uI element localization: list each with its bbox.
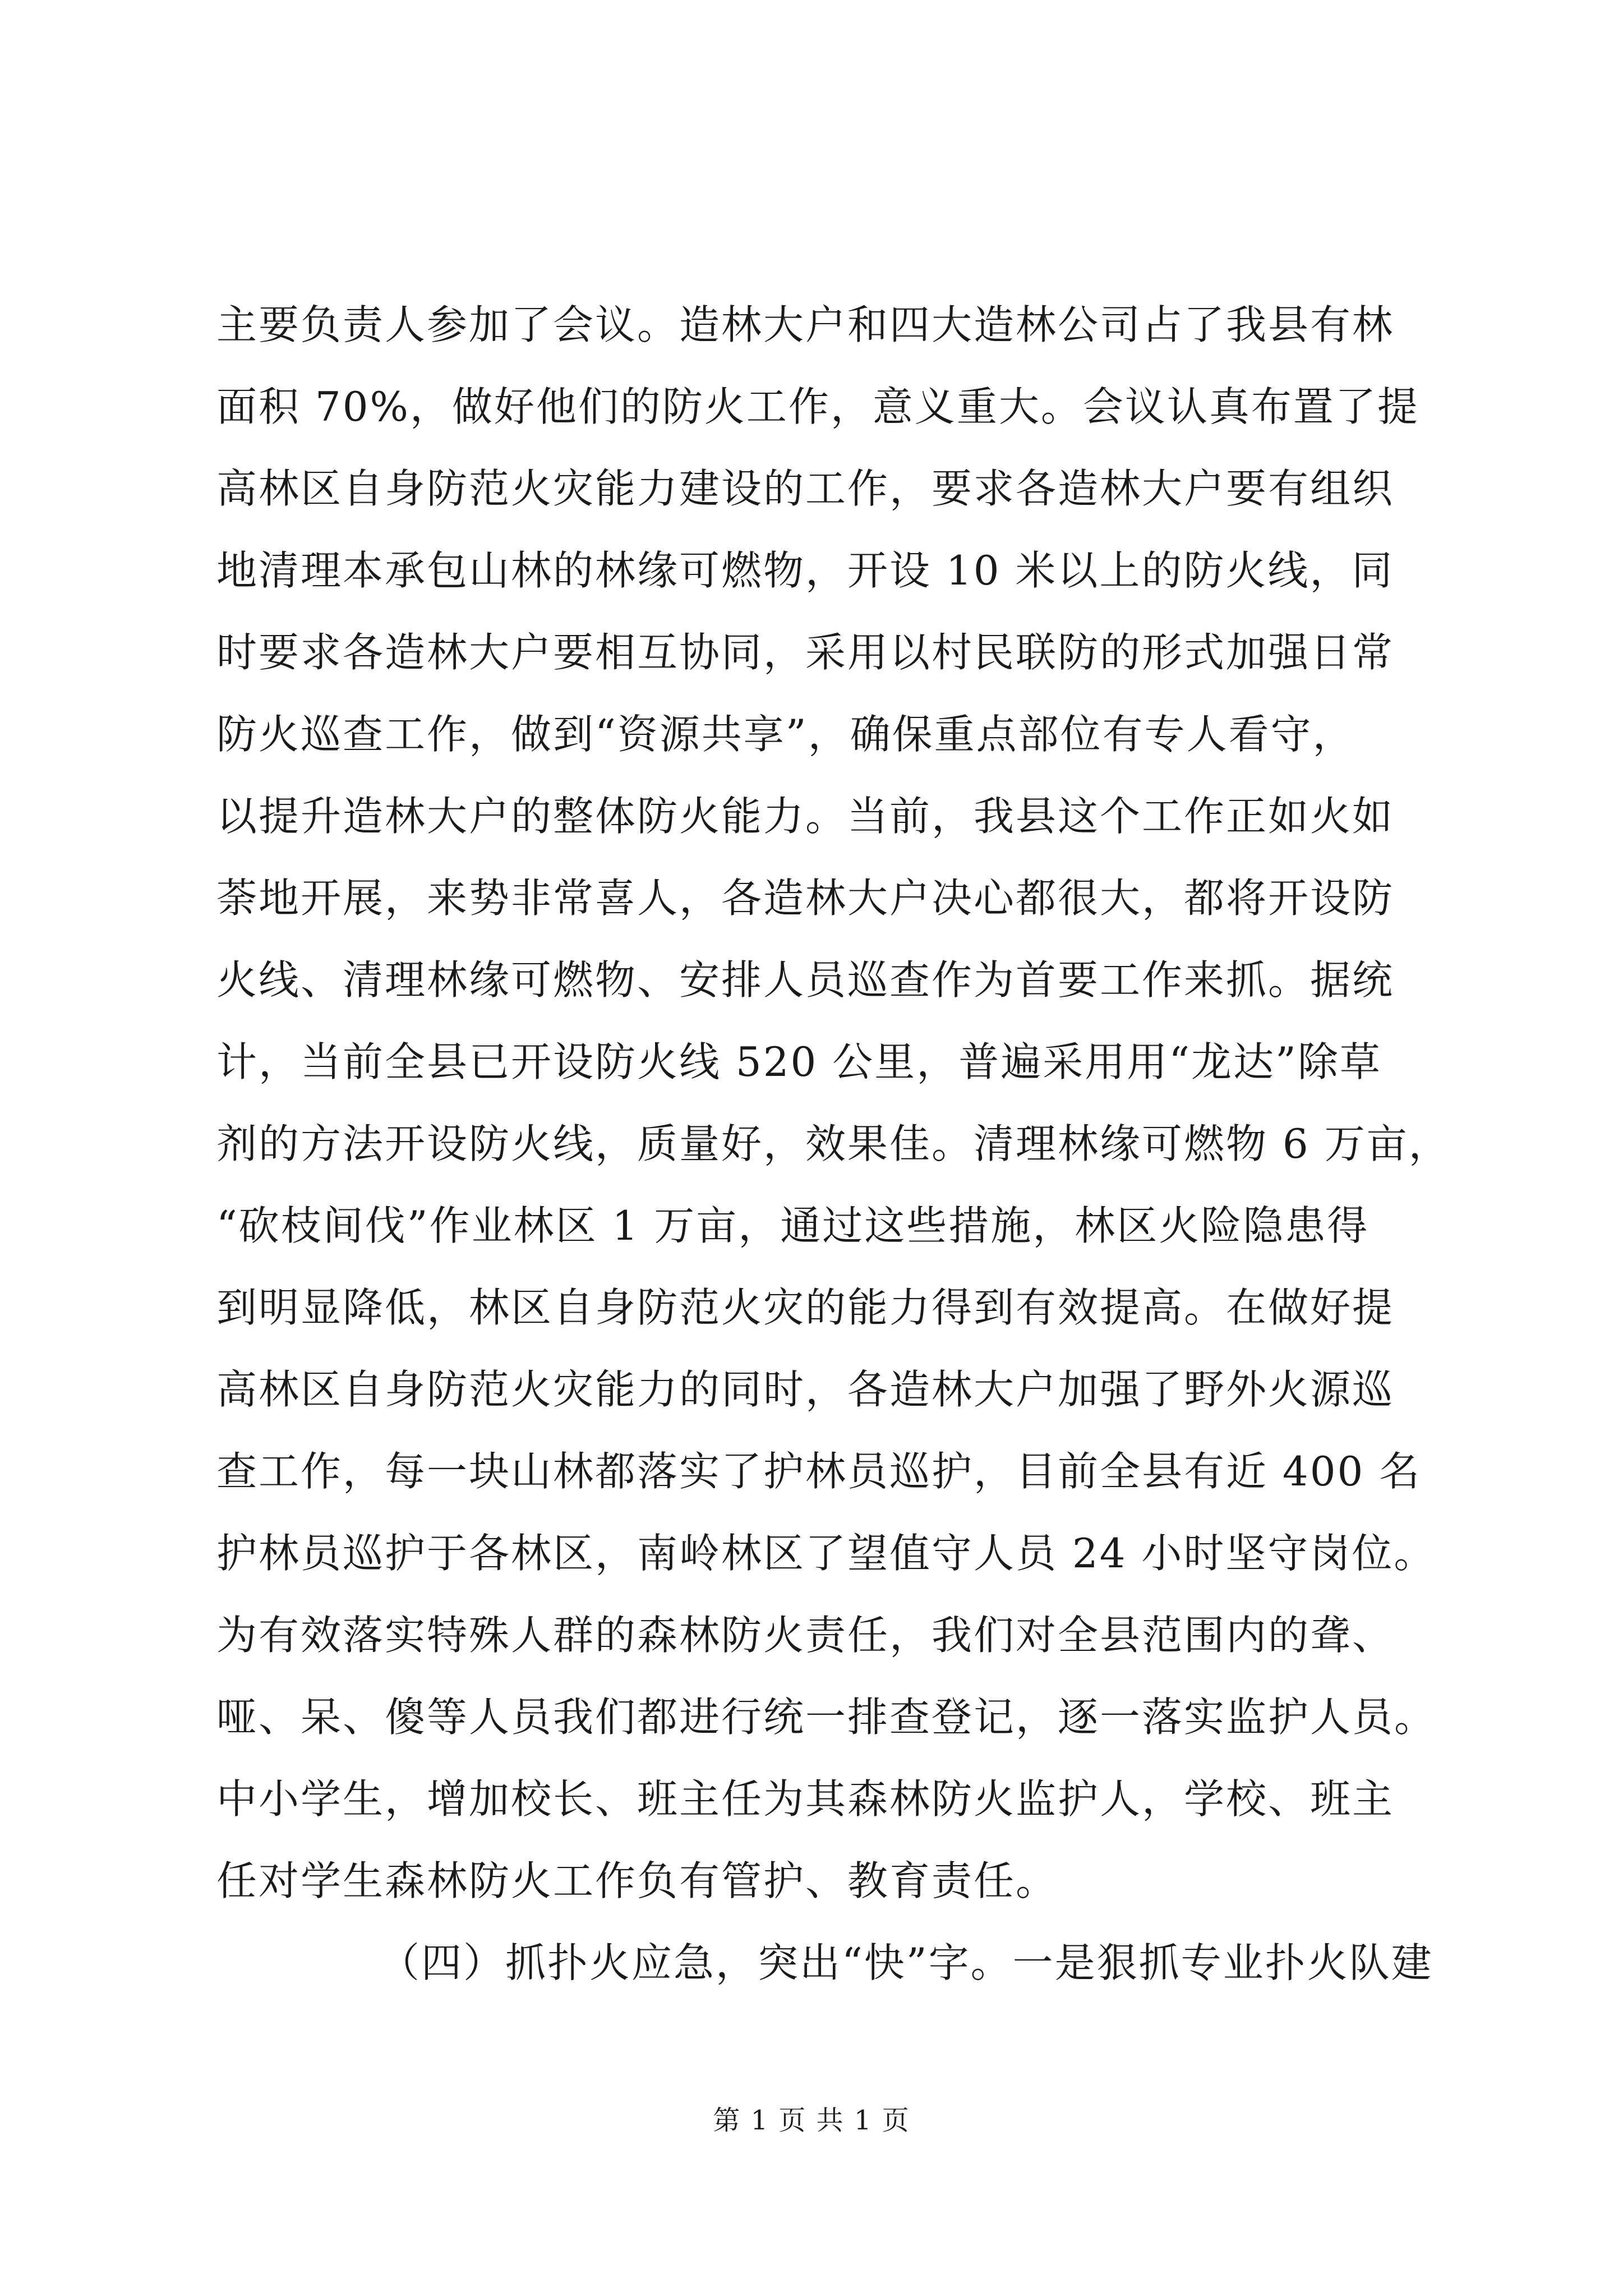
paragraph-line: 计，当前全县已开设防火线 520 公里，普遍采用用“龙达”除草 xyxy=(216,1038,1382,1085)
paragraph-line: 剂的方法开设防火线，质量好，效果佳。清理林缘可燃物 6 万亩， xyxy=(216,1120,1451,1167)
paragraph-line: 时要求各造林大户要相互协同，采用以村民联防的形式加强日常 xyxy=(216,629,1395,676)
paragraph-line: 查工作，每一块山林都落实了护林员巡护，目前全县有近 400 名 xyxy=(216,1448,1422,1495)
paragraph-line: “砍枝间伐”作业林区 1 万亩，通过这些措施，林区火险隐患得 xyxy=(216,1202,1370,1249)
paragraph-line: 为有效落实特殊人群的森林防火责任，我们对全县范围内的聋、 xyxy=(216,1612,1395,1659)
section-heading-line: （四）抓扑火应急，突出“快”字。一是狠抓专业扑火队建 xyxy=(379,1939,1433,1986)
paragraph-line: 防火巡查工作，做到“资源共享”，确保重点部位有专人看守， xyxy=(216,711,1355,758)
paragraph-line: 任对学生森林防火工作负有管护、教育责任。 xyxy=(216,1857,1058,1904)
paragraph-line: 护林员巡护于各林区，南岭林区了望值守人员 24 小时坚守岗位。 xyxy=(216,1530,1436,1577)
paragraph-line: 地清理本承包山林的林缘可燃物，开设 10 米以上的防火线，同 xyxy=(216,547,1394,594)
paragraph-line: 以提升造林大户的整体防火能力。当前，我县这个工作正如火如 xyxy=(216,793,1395,840)
paragraph-line: 面积 70%，做好他们的防火工作，意义重大。会议认真布置了提 xyxy=(216,383,1419,430)
paragraph-line: 到明显降低，林区自身防范火灾的能力得到有效提高。在做好提 xyxy=(216,1284,1395,1331)
paragraph-line: 主要负责人参加了会议。造林大户和四大造林公司占了我县有林 xyxy=(216,301,1395,348)
paragraph-line: 中小学生，增加校长、班主任为其森林防火监护人，学校、班主 xyxy=(216,1775,1395,1823)
paragraph-line: 高林区自身防范火灾能力建设的工作，要求各造林大户要有组织 xyxy=(216,465,1395,512)
paragraph-line: 高林区自身防范火灾能力的同时，各造林大户加强了野外火源巡 xyxy=(216,1366,1395,1413)
paragraph-line: 火线、清理林缘可燃物、安排人员巡查作为首要工作来抓。据统 xyxy=(216,956,1395,1004)
paragraph-line: 荼地开展，来势非常喜人，各造林大户决心都很大，都将开设防 xyxy=(216,875,1395,922)
paragraph-line: 哑、呆、傻等人员我们都进行统一排查登记，逐一落实监护人员。 xyxy=(216,1694,1437,1741)
page-footer: 第 1 页 共 1 页 xyxy=(713,2105,910,2136)
